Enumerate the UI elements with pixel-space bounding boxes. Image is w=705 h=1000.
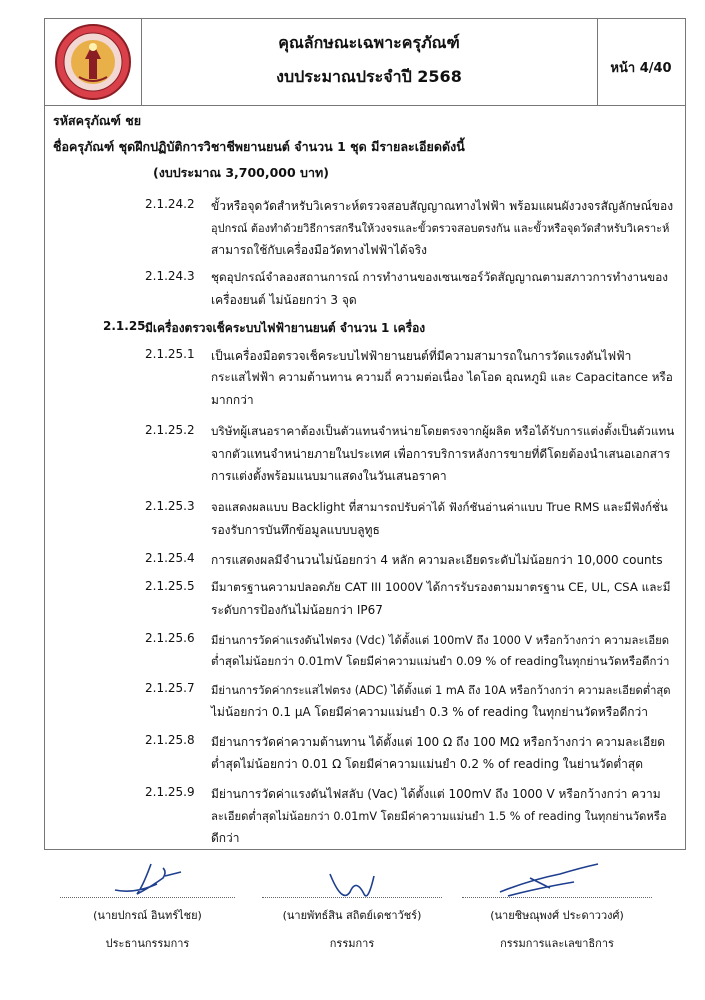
item-number: 2.1.25.9 (145, 785, 195, 799)
title-cell (141, 19, 598, 105)
item-text-line: จากตัวแทนจำหน่ายภายในประเทศ เพื่อการบริการหลังการขายที่ดีโดยต้องนำเสนอเอกสาร (211, 447, 671, 461)
signer-1-role: ประธานกรรมการ (105, 937, 190, 950)
document-frame (44, 18, 686, 850)
item-number: 2.1.25.8 (145, 733, 195, 747)
page-cell (597, 19, 685, 105)
signature-2 (262, 896, 442, 952)
item-text-line: มีย่านการวัดค่ากระแสไฟตรง (ADC) ได้ตั้งแต่ 1 mA ถึง 10A หรือกว้างกว่า ความละเอียดต่ำสุด (211, 684, 671, 697)
item-number: 2.1.25.2 (145, 423, 195, 437)
item-text-line: บริษัทผู้เสนอราคาต้องเป็นตัวแทนจำหน่ายโดยตรงจากผู้ผลิต หรือได้รับการแต่งตั้งเป็นตัวแทน (211, 424, 675, 438)
budget-year: งบประมาณประจำปี 2568 (276, 67, 462, 86)
item-text-line: ต่ำสุดไม่น้อยกว่า 0.01 Ω โดยมีค่าความแม่นยำ 0.2 % of reading ในย่านวัดต่ำสุด (211, 757, 644, 771)
signer-3-role: กรรมการและเลขาธิการ (500, 937, 614, 950)
item-number: 2.1.25.4 (145, 551, 195, 565)
item-text-line: มีเครื่องตรวจเช็คระบบไฟฟ้ายานยนต์ จำนวน 1 เครื่อง (145, 321, 426, 335)
item-text-line: มีย่านการวัดค่าความต้านทาน ได้ตั้งแต่ 100 Ω ถึง 100 MΩ หรือกว้างกว่า ความละเอียด (211, 735, 666, 749)
item-text-line: ไม่น้อยกว่า 0.1 μA โดยมีค่าความแม่นยำ 0.3 % of reading ในทุกย่านวัดหรือดีกว่า (211, 705, 649, 719)
item-text-line: รองรับการบันทึกข้อมูลแบบบลูทูธ (211, 523, 380, 537)
equipment-budget: (งบประมาณ 3,700,000 บาท) (153, 165, 329, 180)
item-text-line: ระดับการป้องกันไม่น้อยกว่า IP67 (211, 603, 383, 617)
item-text-line: ต่ำสุดไม่น้อยกว่า 0.01mV โดยมีค่าความแม่นยำ 0.09 % of readingในทุกย่านวัดหรือดีกว่า (211, 654, 670, 668)
item-number: 2.1.24.2 (145, 197, 195, 211)
item-text-line: การแสดงผลมีจำนวนไม่น้อยกว่า 4 หลัก ความละเอียดระดับไม่น้อยกว่า 10,000 counts (211, 553, 663, 567)
document-title: คุณลักษณะเฉพาะครุภัณฑ์ (278, 33, 460, 52)
item-text-line: ดีกว่า (211, 831, 240, 845)
logo-cell (45, 19, 142, 105)
item-text-line: เครื่องยนต์ ไม่น้อยกว่า 3 จุด (211, 293, 357, 307)
item-text-line: ขั้วหรือจุดวัดสำหรับวิเคราะห์ตรวจสอบสัญญาณทางไฟฟ้า พร้อมแผนผังวงจรสัญลักษณ์ของ (211, 199, 674, 213)
equipment-code: รหัสครุภัณฑ์ ชย (53, 113, 142, 128)
signer-3-name: (นายชิษณุพงศ์ ประดาววงศ์) (490, 909, 624, 922)
item-text-line: ชุดอุปกรณ์จำลองสถานการณ์ การทำงานของเซนเซอร์วัดสัญญาณตามสภาวการทำงานของ (211, 270, 669, 284)
item-text-line: กระแสไฟฟ้า ความต้านทาน ความถี่ ความต่อเนื่อง ไดโอด อุณหภูมิ และ Capacitance หรือ (211, 370, 673, 384)
item-text-line: สามารถใช้กับเครื่องมือวัดทางไฟฟ้าได้จริง (211, 243, 428, 257)
item-text-line: มากกว่า (211, 393, 254, 407)
item-number: 2.1.25.7 (145, 681, 195, 695)
item-text-line: เป็นเครื่องมือตรวจเช็คระบบไฟฟ้ายานยนต์ที่มีความสามารถในการวัดแรงดันไฟฟ้า (211, 349, 632, 363)
item-text-line: จอแสดงผลแบบ Backlight ที่สามารถปรับค่าได้ ฟังก์ชันอ่านค่าแบบ True RMS และมีฟังก์ชั่น (211, 500, 668, 514)
item-number: 2.1.25.5 (145, 579, 195, 593)
item-number: 2.1.24.3 (145, 269, 195, 283)
item-number: 2.1.25 (103, 319, 146, 333)
signature-3 (462, 896, 652, 952)
signer-2-role: กรรมการ (329, 937, 375, 950)
equipment-name: ชื่อครุภัณฑ์ ชุดฝึกปฏิบัติการวิชาชีพยานยนต์ จำนวน 1 ชุด มีรายละเอียดดังนี้ (53, 139, 465, 154)
item-number: 2.1.25.6 (145, 631, 195, 645)
item-number: 2.1.25.3 (145, 499, 195, 513)
page-number: หน้า 4/40 (610, 61, 672, 76)
item-text-line: การแต่งตั้งพร้อมแนบมาแสดงในวันเสนอราคา (211, 469, 447, 483)
header-table (45, 19, 685, 106)
item-text-line: ละเอียดต่ำสุดไม่น้อยกว่า 0.01mV โดยมีค่าความแม่นยำ 1.5 % of reading ในทุกย่านวัดหรือ (211, 810, 667, 823)
ovec-emblem-logo (45, 19, 141, 105)
signer-2-name: (นายพัทธ์สิน สถิตย์เดชาวัชร์) (282, 909, 422, 922)
signer-1-name: (นายปกรณ์ อินทร์ไชย) (93, 909, 202, 922)
item-text-line: มีย่านการวัดค่าแรงดันไฟตรง (Vdc) ได้ตั้งแต่ 100mV ถึง 1000 V หรือกว้างกว่า ความละเอียด (211, 634, 669, 647)
item-text-line: อุปกรณ์ ต้องทำด้วยวิธีการสกรีนให้วงจรและขั้วตรวจสอบตรงกัน และขั้วหรือจุดวัดสำหรับวิเคราะห์ (211, 222, 670, 235)
item-number: 2.1.25.1 (145, 347, 195, 361)
signature-1 (60, 896, 235, 952)
item-text-line: มีมาตรฐานความปลอดภัย CAT III 1000V ได้การรับรองตามมาตรฐาน CE, UL, CSA และมี (211, 580, 671, 594)
item-text-line: มีย่านการวัดค่าแรงดันไฟสลับ (Vac) ได้ตั้งแต่ 100mV ถึง 1000 V หรือกว้างกว่า ความ (211, 787, 661, 801)
